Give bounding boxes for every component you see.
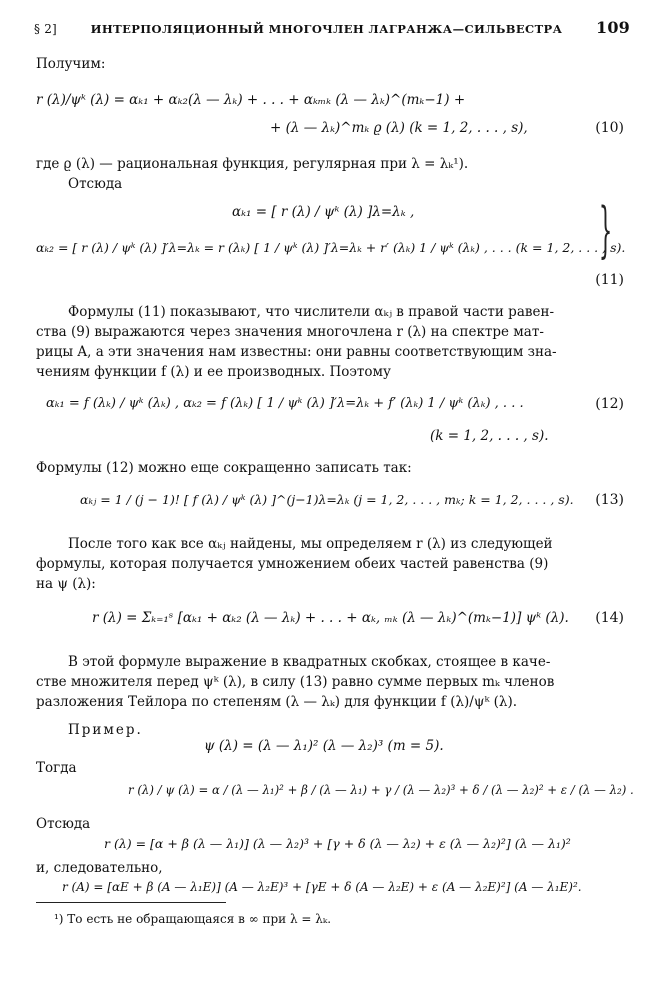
equation-12-line2: (k = 1, 2, . . . , s). [430, 428, 549, 444]
equation-11-line1: αₖ₁ = [ r (λ) / ψᵏ (λ) ]λ=λₖ , [232, 204, 415, 220]
r-of-A-equation: r (A) = [αE + β (A — λ₁E)] (A — λ₂E)³ + [γE + δ (A — λ₂E) + ε (A — λ₂E)²] (A — λ₁E)². [62, 880, 582, 894]
text-line: рицы A, а эти значения нам известны: они равны соответствующим зна- [36, 344, 557, 360]
text-line: Отсюда [36, 816, 91, 832]
equation-14: r (λ) = Σₖ₌₁ˢ [αₖ₁ + αₖ₂ (λ — λₖ) + . . . + αₖ, ₘₖ (λ — λₖ)^(mₖ−1)] ψᵏ (λ). [92, 610, 569, 626]
text-line: стве множителя перед ψᵏ (λ), в силу (13) равно сумме первых mₖ членов [36, 674, 555, 690]
equation-number: (11) [595, 272, 624, 288]
text-line: разложения Тейлора по степеням (λ — λₖ) для функции f (λ)/ψᵏ (λ). [36, 694, 518, 710]
text-line: ства (9) выражаются через значения многочлена r (λ) на спектре мат- [36, 324, 544, 340]
equation-11-line2: αₖ₂ = [ r (λ) / ψᵏ (λ) ]′λ=λₖ = r (λₖ) [ 1 / ψᵏ (λ) ]′λ=λₖ + r′ (λₖ) 1 / ψᵏ (λₖ) , . . . (k = 1, 2, . . . , s). [36, 240, 626, 255]
text-line: Формулы (12) можно еще сокращенно записать так: [36, 460, 412, 476]
text-line: Получим: [36, 56, 106, 72]
text-line: формулы, которая получается умножением обеих частей равенства (9) [36, 556, 549, 572]
text-line: Отсюда [68, 176, 123, 192]
equation-number: (14) [595, 610, 624, 626]
equation-12-line1: αₖ₁ = f (λₖ) / ψᵏ (λₖ) , αₖ₂ = f (λₖ) [ 1 / ψᵏ (λ) ]′λ=λₖ + f′ (λₖ) 1 / ψᵏ (λₖ) , . . . [46, 396, 524, 411]
right-brace: } [598, 195, 612, 265]
running-header [34, 18, 630, 42]
partial-fractions-equation: r (λ) / ψ (λ) = α / (λ — λ₁)² + β / (λ — λ₁) + γ / (λ — λ₂)³ + δ / (λ — λ₂)² + ε / (λ — λ₂) . [128, 782, 634, 797]
equation-10-line2: + (λ — λₖ)^mₖ ϱ (λ) (k = 1, 2, . . . , s), [270, 120, 528, 136]
example-heading: Пример. [68, 722, 143, 738]
text-line: на ψ (λ): [36, 576, 96, 592]
text-line: После того как все αₖⱼ найдены, мы определяем r (λ) из следующей [68, 536, 553, 552]
text-line: чениям функции f (λ) и ее производных. Поэтому [36, 364, 391, 380]
equation-number: (10) [595, 120, 624, 136]
text-line: где ϱ (λ) — рациональная функция, регулярная при λ = λₖ¹). [36, 156, 469, 172]
text-line: В этой формуле выражение в квадратных скобках, стоящее в каче- [68, 654, 551, 670]
example-equation: ψ (λ) = (λ — λ₁)² (λ — λ₂)³ (m = 5). [204, 738, 444, 754]
equation-13: αₖⱼ = 1 / (j − 1)! [ f (λ) / ψᵏ (λ) ]^(j−1)λ=λₖ (j = 1, 2, . . . , mₖ; k = 1, 2, . . . , s). [80, 492, 574, 507]
equation-number: (12) [595, 396, 624, 412]
equation-10-line1: r (λ)/ψᵏ (λ) = αₖ₁ + αₖ₂(λ — λₖ) + . . . + αₖₘₖ (λ — λₖ)^(mₖ−1) + [36, 92, 466, 108]
page-number: 109 [596, 18, 630, 37]
text-line: Формулы (11) показывают, что числители αₖⱼ в правой части равен- [68, 304, 555, 320]
text-line: Тогда [36, 760, 77, 776]
running-title: ИНТЕРПОЛЯЦИОННЫЙ МНОГОЧЛЕН ЛАГРАНЖА—СИЛЬВЕСТРА [90, 22, 563, 36]
text-line: и, следовательно, [36, 860, 163, 876]
equation-number: (13) [595, 492, 624, 508]
footnote-rule [36, 902, 226, 903]
footnote: ¹) То есть не обращающаяся в ∞ при λ = λₖ. [54, 912, 332, 926]
section-ref: § 2] [34, 22, 57, 36]
r-lambda-equation: r (λ) = [α + β (λ — λ₁)] (λ — λ₂)³ + [γ + δ (λ — λ₂) + ε (λ — λ₂)²] (λ — λ₁)² [104, 836, 571, 851]
